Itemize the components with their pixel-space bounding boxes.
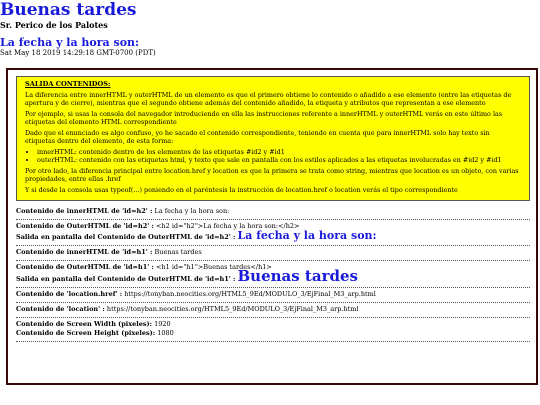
date-heading: La fecha y la hora son: xyxy=(0,36,140,49)
result-label: Contenido de 'location' : xyxy=(16,305,105,313)
result-value: <h2 id="h2">La fecha y la hora son:</h2> xyxy=(155,222,300,230)
result-label: Contenido de innerHTML de 'id=h2' : xyxy=(16,207,153,215)
list-item: • innerHTML: contenido dentro de los elementos de las etiquetas #id2 y #id1 xyxy=(37,148,521,156)
result-row xyxy=(16,246,530,261)
result-row xyxy=(16,303,530,318)
result-row xyxy=(16,220,530,246)
result-label: Contenido de OuterHTML de 'id=h2' : xyxy=(16,222,154,230)
result-row xyxy=(16,288,530,303)
result-label: Salida en pantalla del Contenido de OuterHTML de 'id=h2' : xyxy=(16,233,236,241)
result-value: Buenas tardes xyxy=(154,248,202,256)
page-title: Buenas tardes xyxy=(0,0,137,20)
notes-paragraph: Dado que el enunciado es algo confuso, yo he sacado el contenido correspondiente, teniendo en cuenta que para innerHTML solo hay texto sin etiquetas dentro del elemento, de esta forma: xyxy=(25,129,490,145)
result-value: 1080 xyxy=(157,329,174,337)
result-row xyxy=(16,261,530,288)
result-label: Contenido de Screen Width (pixeles): xyxy=(16,320,153,328)
result-label: Contenido de Screen Height (pixeles): xyxy=(16,329,156,337)
result-value: https://tonyban.neocities.org/HTML5_9Ed/MODULO_3/EjFinal_M3_arp.html xyxy=(106,305,359,313)
result-value: https://tonyban.neocities.org/HTML5_9Ed/MODULO_3/EjFinal_M3_arp.html xyxy=(124,290,376,298)
notes-paragraph: Y si desde la consola usas typeof(...) poniendo en el paréntesis la instrucción de location.href o location verás el tipo correspondiente xyxy=(25,186,458,194)
result-value: 1920 xyxy=(154,320,171,328)
list-item: • outerHTML: contenido con las etiquetas html, y texto que sale en pantalla con los estilos aplicados a las etiquetas involucradas en #id2 y #id1 xyxy=(37,156,521,164)
result-label: Contenido de 'location.href' : xyxy=(16,290,123,298)
rendered-h1: Buenas tardes xyxy=(237,267,358,285)
notes-list xyxy=(25,148,521,164)
result-value: <h1 id="h1">Buenas tardes</h1> xyxy=(155,263,272,271)
notes-paragraph: Por otro lado, la diferencia principal entre location.href y location es que la primera se trata como string, mientras que location es un objeto, con varias propiedades, entre ellas .href xyxy=(25,167,519,183)
result-label: Contenido de OuterHTML de 'id=h1' : xyxy=(16,263,154,271)
result-value: La fecha y la hora son: xyxy=(154,207,230,215)
result-label: Salida en pantalla del Contenido de OuterHTML de 'id=h1' : xyxy=(16,275,236,283)
notes-paragraph: La diferencia entre innerHTML y outerHTML de un elemento es que el primero obtiene lo contenido o añadido a ese elemento (entre las etiquetas de apertura y de cierre), mientras que el segundo obtiene además del contenido añadido, la etiqueta y atributos que representan a ese elemento xyxy=(25,91,512,107)
rendered-h2: La fecha y la hora son: xyxy=(237,229,377,242)
date-value: Sat May 18 2019 14:29:18 GMT-0700 (PDT) xyxy=(0,49,156,57)
output-frame xyxy=(6,68,538,385)
notes-title: SALIDA CONTENIDOS: xyxy=(25,80,111,88)
result-row xyxy=(16,205,530,220)
results-list xyxy=(16,205,530,342)
notes-box xyxy=(16,76,530,201)
author-name: Sr. Perico de los Palotes xyxy=(0,20,108,30)
result-row xyxy=(16,318,530,342)
result-label: Contenido de innerHTML de 'id=h1' : xyxy=(16,248,153,256)
notes-paragraph: Por ejemplo, si usas la consola del navegador introduciendo en ella las instrucciones referente a innerHTML y outerHTML verás en este último las etiquetas del elemento HTML correspondiente xyxy=(25,110,503,126)
